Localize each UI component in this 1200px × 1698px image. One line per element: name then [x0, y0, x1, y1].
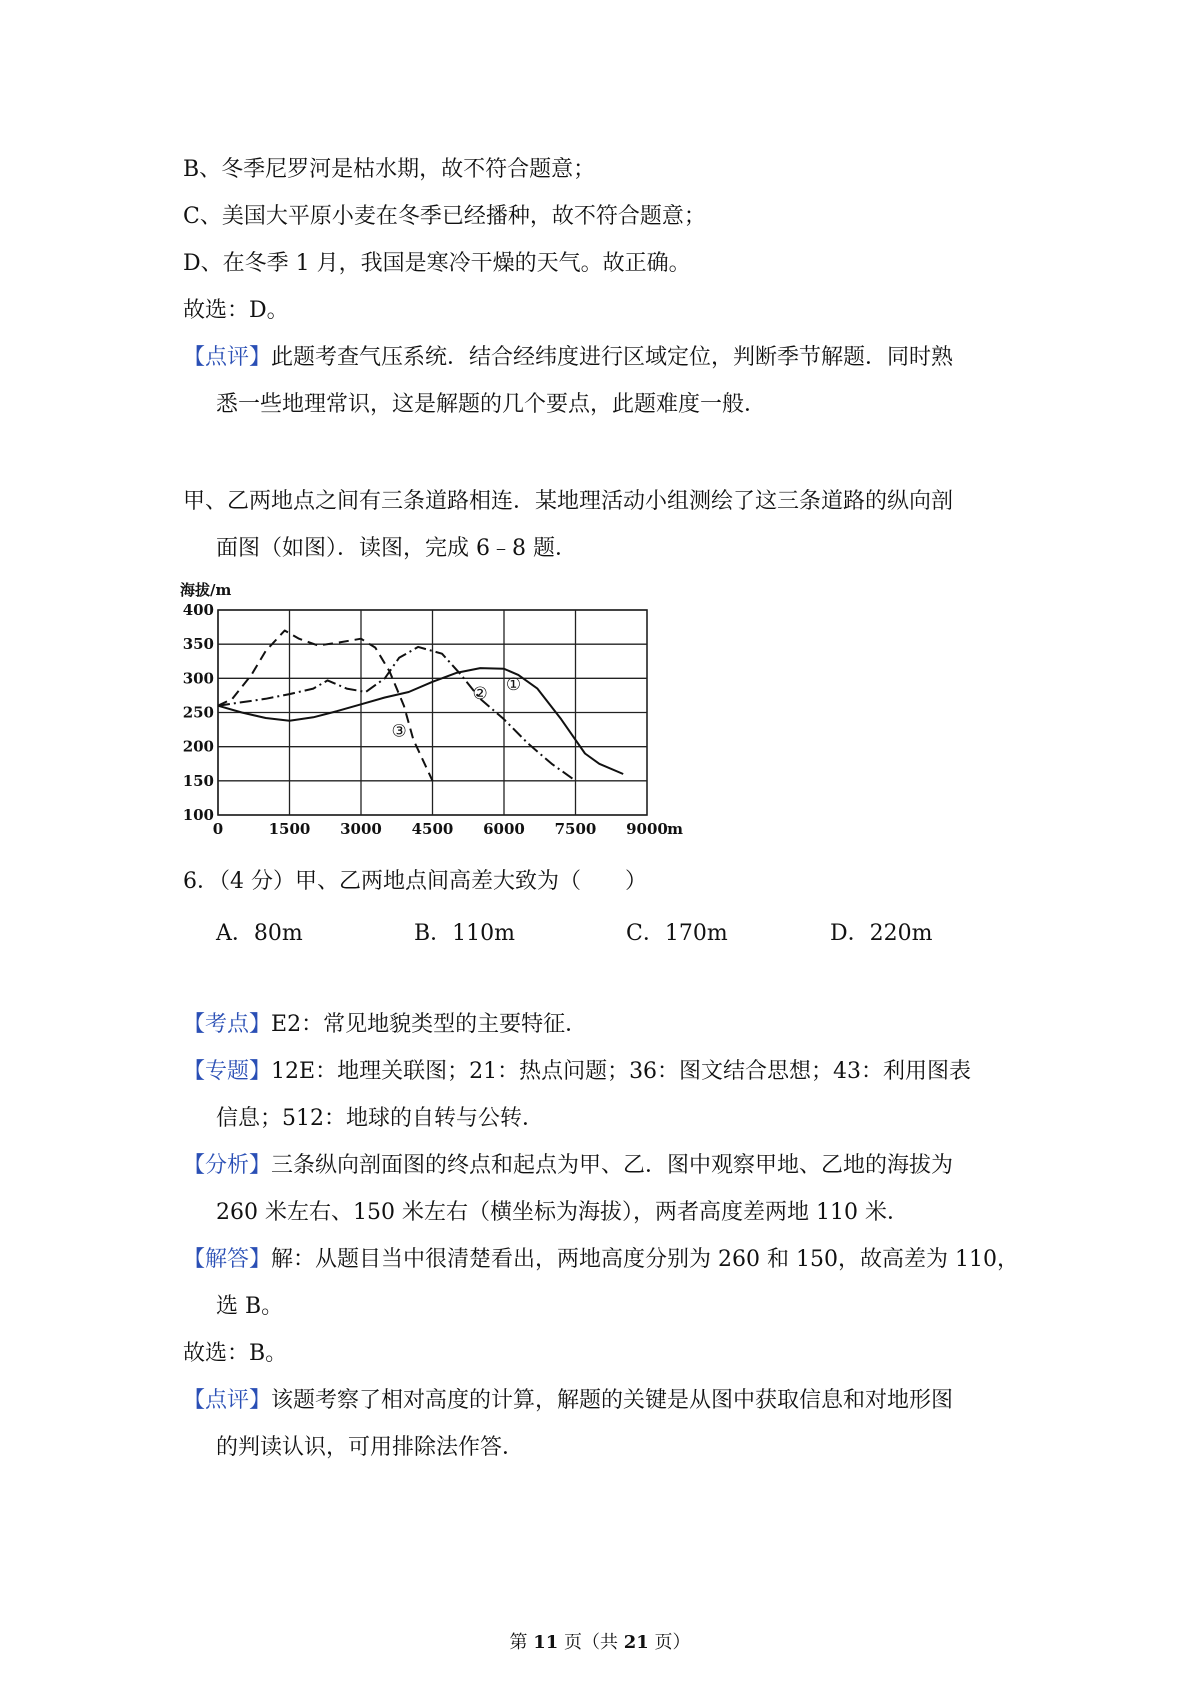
question-stem: 6．（4 分）甲、乙两地点间高差大致为（ ）	[183, 869, 647, 894]
y-tick-label: 350	[182, 635, 214, 654]
y-tick-label: 400	[182, 601, 214, 619]
series-label-1: ①	[505, 674, 522, 695]
x-tick-label: 7500	[554, 820, 597, 838]
jieda-line-1: 【解答】解：从题目当中很清楚看出，两地高度分别为 260 和 150，故高差为 110，	[183, 1247, 1019, 1272]
kaodian-tag: 【考点】	[183, 1012, 272, 1037]
final-answer: 故选：B。	[183, 1341, 288, 1366]
jieda-tag: 【解答】	[183, 1247, 272, 1272]
zhuanti-line-2: 信息；512：地球的自转与公转．	[216, 1106, 544, 1131]
x-tick-label: 0	[212, 820, 224, 838]
profile-chart-svg	[150, 575, 710, 845]
y-tick-label: 150	[182, 771, 214, 790]
x-tick-label: 3000	[340, 820, 382, 838]
kaodian-line: 【考点】E2：常见地貌类型的主要特征．	[183, 1012, 588, 1037]
review-line-2: 悉一些地理常识，这是解题的几个要点，此题难度一般．	[216, 392, 767, 417]
option-a: A．80m	[216, 921, 303, 946]
answer-line-b: B、冬季尼罗河是枯水期，故不符合题意；	[183, 157, 596, 182]
series-line-1	[218, 668, 623, 774]
jieda-line-2: 选 B。	[216, 1294, 284, 1319]
y-tick-label: 250	[182, 703, 214, 722]
answer-line-d: D、在冬季 1 月，我国是寒冷干燥的天气。故正确。	[183, 251, 691, 276]
option-c: C．170m	[626, 921, 728, 946]
y-tick-label: 300	[182, 669, 214, 688]
intro-line-2: 面图（如图）．读图，完成 6﹣8 题．	[216, 536, 577, 561]
option-d: D．220m	[830, 921, 933, 946]
y-axis-label: 海拔/m	[180, 581, 232, 599]
zhuanti-tag: 【专题】	[183, 1059, 272, 1084]
profile-chart	[150, 575, 710, 845]
answer-choice: 故选：D。	[183, 298, 289, 323]
dianping-tag: 【点评】	[183, 1388, 272, 1413]
page-number: 11	[533, 1632, 559, 1653]
fenxi-line-2: 260 米左右、150 米左右（横坐标为海拔），两者高度差两地 110 米．	[216, 1200, 909, 1225]
series-line-2	[218, 647, 576, 781]
x-tick-label: 1500	[268, 820, 311, 838]
y-tick-label: 100	[182, 806, 214, 824]
review-tag: 【点评】	[183, 345, 272, 370]
y-tick-label: 200	[182, 737, 214, 756]
option-b: B．110m	[414, 921, 516, 946]
page-footer: 第 11 页（共 21 页）	[509, 1632, 691, 1653]
page-total: 21	[623, 1632, 649, 1653]
series-line-3	[218, 631, 433, 781]
x-axis-label: m	[667, 820, 683, 838]
dianping-line-2: 的判读认识，可用排除法作答．	[216, 1435, 525, 1460]
zhuanti-line-1: 【专题】12E：地理关联图；21：热点问题；36：图文结合思想；43：利用图表	[183, 1059, 972, 1084]
x-tick-label: 4500	[411, 820, 454, 838]
x-tick-label: 9000	[626, 820, 668, 838]
answer-line-c: C、美国大平原小麦在冬季已经播种，故不符合题意；	[183, 204, 706, 229]
fenxi-line-1: 【分析】三条纵向剖面图的终点和起点为甲、乙．图中观察甲地、乙地的海拔为	[183, 1153, 954, 1178]
series-label-2: ②	[472, 683, 488, 704]
review-line-1: 【点评】此题考查气压系统．结合经纬度进行区域定位，判断季节解题．同时熟	[183, 345, 954, 370]
dianping-line-1: 【点评】该题考察了相对高度的计算，解题的关键是从图中获取信息和对地形图	[183, 1388, 954, 1413]
x-tick-label: 6000	[483, 820, 525, 838]
intro-line-1: 甲、乙两地点之间有三条道路相连．某地理活动小组测绘了这三条道路的纵向剖	[183, 489, 954, 514]
series-label-3: ③	[391, 721, 407, 742]
fenxi-tag: 【分析】	[183, 1153, 272, 1178]
